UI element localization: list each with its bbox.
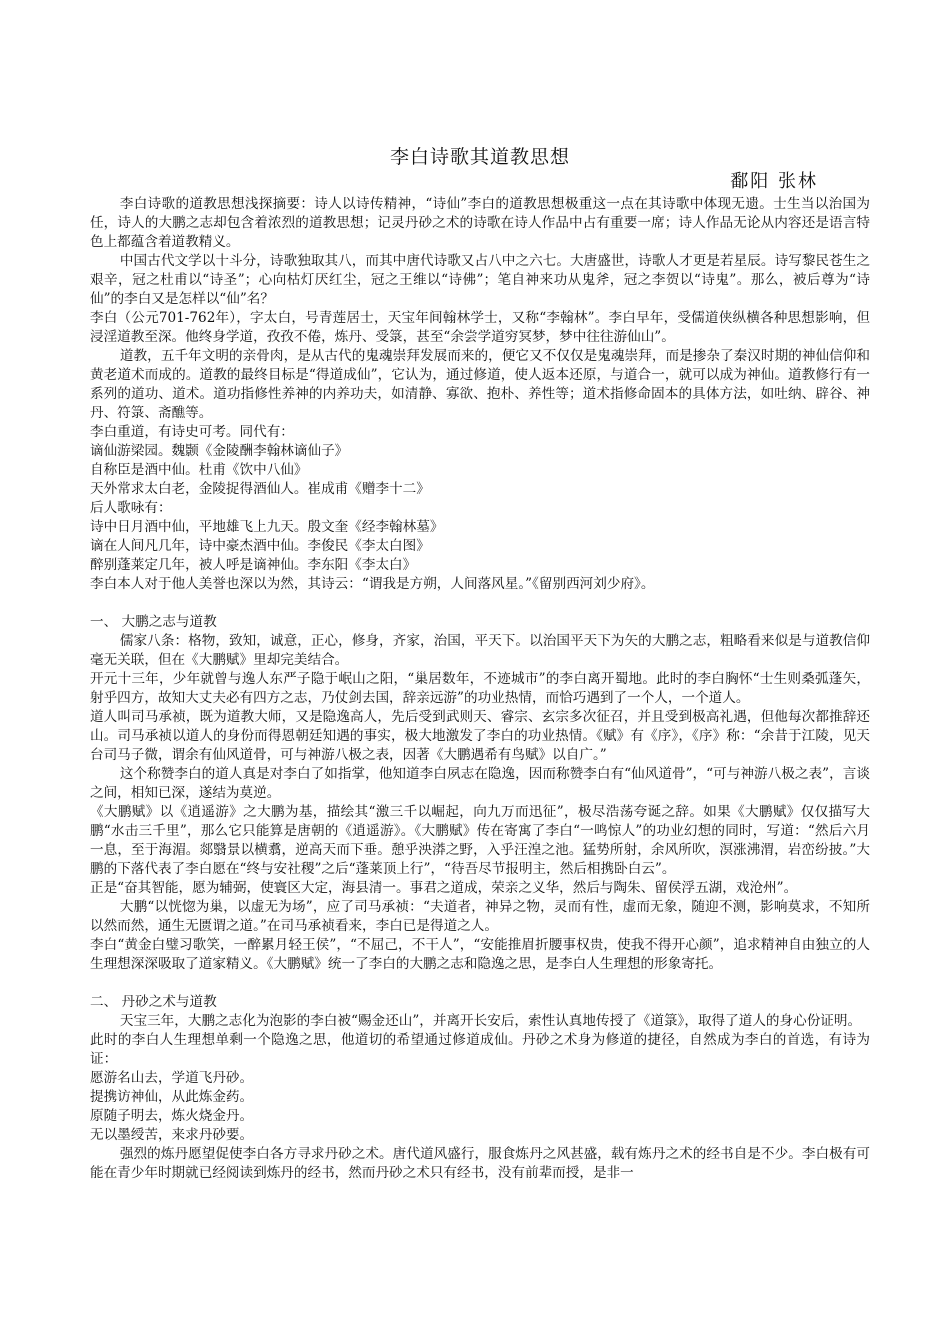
paragraph: 李白本人对于他人美誉也深以为然，其诗云：“谓我是方朔，人间落风星。”《留别西河刘少府》。 <box>90 576 655 592</box>
paragraph: 李白“黄金白璧习歌笑，一醉累月轻王侯”，“不屈己，不干人”，“安能推眉折腰事权贵，使我不得开心颜”，追求精神自由独立的人生理想深深吸取了道家精义。《大鹏赋》统一了李白的大鹏之志和隐逸之思，是李白人生理想的形象寄托。 <box>90 937 870 972</box>
section-gap <box>90 594 870 613</box>
paragraph: 愿游名山去，学道飞丹砂。 <box>90 1070 254 1086</box>
paragraph: 道教，五千年文明的亲骨肉，是从古代的鬼魂崇拜发展而来的，便它又不仅仅是鬼魂崇拜，而是掺杂了秦汉时期的神仙信仰和黄老道术而成的。道教的最终目标是“得道成仙”，它认为，通过修道，使人返本还原，与道合一，就可以成为神仙。道教修行有一系列的道功、道术。道功指修性养神的内养功夫，如清静、寡欲、抱朴、养性等；道术指修命固本的具体方法，如吐纳、辟谷、神丹、符箓、斋醮等。 <box>90 348 870 421</box>
section-2-body <box>90 1012 870 1183</box>
paragraph: 天外常求太白老，金陵捉得酒仙人。崔成甫《赠李十二》 <box>90 481 430 497</box>
section-heading-1: 一、 大鹏之志与道教 <box>90 614 217 630</box>
paragraph: 原随子明去，炼火烧金丹。 <box>90 1108 254 1124</box>
paragraph: 自称臣是酒中仙。杜甫《饮中八仙》 <box>90 462 308 478</box>
section-heading-2: 二、 丹砂之术与道教 <box>90 994 217 1010</box>
paragraph: 后人歌咏有： <box>90 500 172 516</box>
section-1-body <box>90 632 870 974</box>
paragraph: 开元十三年，少年就曾与逸人东严子隐于岷山之阳，“巢居数年，不迹城市”的李白离开蜀地。此时的李白胸怀“士生则桑弧蓬矢，射乎四方，故知大丈夫必有四方之志，乃仗剑去国，辞亲远游”的功业热情，而恰巧遇到了一个人，一个道人。 <box>90 671 870 706</box>
author-line: 鄱阳 张林 <box>730 171 818 192</box>
paragraph: 无以墨绶苦，来求丹砂要。 <box>90 1127 254 1143</box>
paragraph: 中国古代文学以十斗分，诗歌独取其八，而其中唐代诗歌又占八中之六七。大唐盛世，诗歌人才更是若星辰。诗写黎民苍生之艰辛，冠之杜甫以“诗圣”；心向枯灯厌红尘，冠之王维以“诗佛”；笔自神来功从鬼斧，冠之李贺以“诗鬼”。那么，被后尊为“诗仙”的李白又是怎样以“仙”名？ <box>90 253 870 307</box>
paragraph: 这个称赞李白的道人真是对李白了如指掌，他知道李白夙志在隐逸，因而称赞李白有“仙风道骨”，“可与神游八极之表”，言谈之间，相知已深，遂结为莫逆。 <box>90 766 870 801</box>
document-page <box>90 142 870 1183</box>
paragraph: 提携访神仙，从此炼金药。 <box>90 1089 254 1105</box>
paragraph: 正是“奋其智能，愿为辅弼，使寰区大定，海县清一。事君之道成，荣亲之义华，然后与陶朱、留侯浮五湖，戏沧州”。 <box>90 880 798 896</box>
paragraph: 李白重道，有诗史可考。同代有： <box>90 424 294 440</box>
intro-section <box>90 195 870 594</box>
paragraph: 道人叫司马承祯，既为道教大师，又是隐逸高人，先后受到武则天、睿宗、玄宗多次征召，并且受到极高礼遇，但他每次都推辞还山。司马承祯以道人的身份而得恩朝廷知遇的事实，极大地激发了李白的功业热情。《赋》有《序》，《序》称：“余昔于江陵，见天台司马子微，谓余有仙风道骨，可与神游八极之表，因著《大鹏遇希有鸟赋》以自广。” <box>90 709 870 763</box>
paragraph: 谪在人间凡几年，诗中豪杰酒中仙。李俊民《李太白图》 <box>90 538 430 554</box>
paragraph: 谪仙游梁园。魏颢《金陵酬李翰林谪仙子》 <box>90 443 349 459</box>
paragraph: 诗中日月酒中仙，平地雄飞上九天。殷文奎《经李翰林墓》 <box>90 519 444 535</box>
paragraph: 李白诗歌的道教思想浅探摘要：诗人以诗传精神，“诗仙”李白的道教思想极重这一点在其诗歌中体现无遗。士生当以治国为任，诗人的大鹏之志却包含着浓烈的道教思想；记灵丹砂之术的诗歌在诗人作品中占有重要一席；诗人作品无论从内容还是语言特色上都蕴含着道教精义。 <box>90 196 870 250</box>
section-gap <box>90 974 870 993</box>
paragraph: 李白（公元701-762年），字太白，号青莲居士，天宝年间翰林学士，又称“李翰林”。李白早年，受儒道侠纵横各种思想影响，但浸淫道教至深。他终身学道，孜孜不倦，炼丹、受箓，甚至“余尝学道穷冥梦，梦中往往游仙山”。 <box>90 310 870 345</box>
paragraph: 醉别蓬莱定几年，被人呼是谪神仙。李东阳《李太白》 <box>90 557 417 573</box>
paragraph: 强烈的炼丹愿望促使李白各方寻求丹砂之术。唐代道风盛行，服食炼丹之风甚盛，载有炼丹之术的经书自是不少。李白极有可能在青少年时期就已经阅读到炼丹的经书，然而丹砂之术只有经书，没有前辈而授，是非一 <box>90 1146 870 1181</box>
paragraph: 大鹏“以恍惚为巢，以虚无为场”，应了司马承祯：“夫道者，神异之物，灵而有性，虚而无象，随迎不测，影响莫求，不知所以然而然，通生无匮谓之道。”在司马承祯看来，李白已是得道之人。 <box>90 899 870 934</box>
document-title: 李白诗歌其道教思想 <box>389 146 570 168</box>
paragraph: 《大鹏赋》以《逍遥游》之大鹏为基，描绘其“激三千以崛起，向九万而迅征”，极尽浩荡夸诞之辞。如果《大鹏赋》仅仅描写大鹏“水击三千里”，那么它只能算是唐朝的《逍遥游》。《大鹏赋》传在寄寓了李白“一鸣惊人”的功业幻想的同时，写道：“然后六月一息，至于海湄。郯翳景以横翥，逆高天而下垂。憩乎泱漭之野，入乎汪湟之池。猛势所射，余风所吹，溟涨沸渭，岩峦纷披。”大鹏的下落代表了李白愿在“终与安社稷”之后“蓬莱顶上行”，“待吾尽节报明主，然后相携卧白云”。 <box>90 804 870 877</box>
paragraph: 天宝三年，大鹏之志化为泡影的李白被“赐金还山”，并离开长安后，索性认真地传授了《道箓》，取得了道人的身心份证明。 <box>119 1013 862 1029</box>
paragraph: 此时的李白人生理想单剩一个隐逸之思，他道切的希望通过修道成仙。丹砂之术身为修道的捷径，自然成为李白的首选，有诗为证： <box>90 1032 870 1067</box>
paragraph: 儒家八条：格物，致知，诚意，正心，修身，齐家，治国，平天下。以治国平天下为矢的大鹏之志，粗略看来似是与道教信仰毫无关联，但在《大鹏赋》里却完美结合。 <box>90 633 870 668</box>
